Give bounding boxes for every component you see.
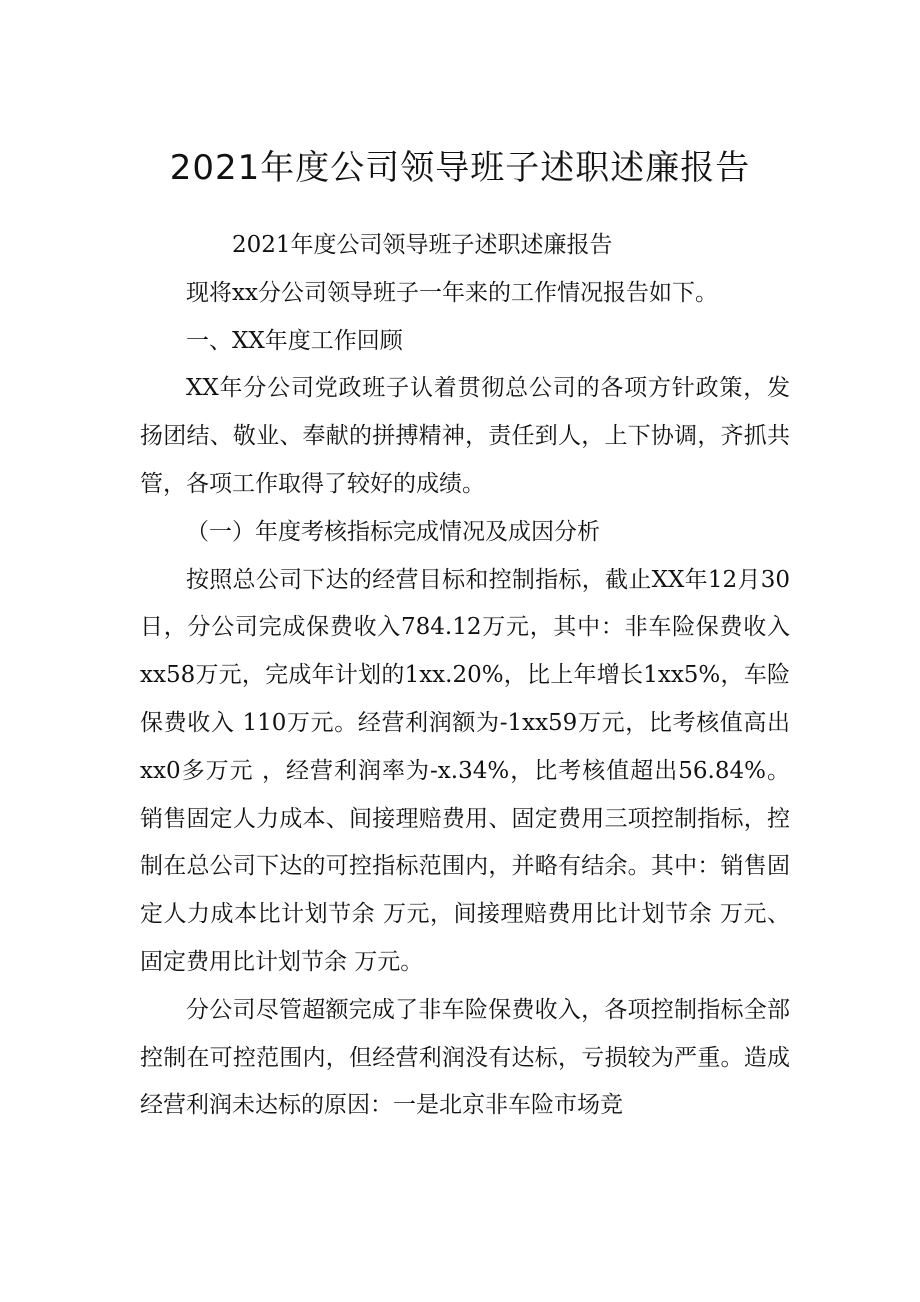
document-body bbox=[140, 222, 790, 1130]
document-title: 2021年度公司领导班子述职述廉报告 bbox=[169, 148, 751, 188]
subsection-heading-indicators: （一）年度考核指标完成情况及成因分析 bbox=[186, 518, 600, 545]
paragraph-intro: 现将xx分公司领导班子一年来的工作情况报告如下。 bbox=[186, 279, 718, 306]
section-heading-review: 一、XX年度工作回顾 bbox=[186, 327, 403, 354]
paragraph-indicators: 按照总公司下达的经营目标和控制指标，截止XX年12月30日，分公司完成保费收入784.12万元，其中：非车险保费收入 xx58万元，完成年计划的1xx.20%，比上年增长1xx5%，车险保费收入 110万元。经营利润额为-1xx59万元，比考核值高出xx0多万元 ，经营利润率为-x.34%，比考核值超出56.84%。销售固定人力成本、间接理赔费用、固定费用三项控制指标，控制在总公司下达的可控指标范围内，并略有结余。其中：销售固定人力成本比计划节余 万元，间接理赔费用比计划节余 万元、固定费用比计划节余 万元。 bbox=[140, 566, 790, 975]
paragraph-repeat-title: 2021年度公司领导班子述职述廉报告 bbox=[232, 232, 613, 258]
paragraph-overview: XX年分公司党政班子认着贯彻总公司的各项方针政策，发扬团结、敬业、奉献的拼搏精神，责任到人，上下协调，齐抓共管，各项工作取得了较好的成绩。 bbox=[140, 375, 790, 497]
paragraph-analysis: 分公司尽管超额完成了非车险保费收入，各项控制指标全部控制在可控范围内，但经营利润没有达标，亏损较为严重。造成经营利润未达标的原因：一是北京非车险市场竞 bbox=[140, 996, 790, 1119]
